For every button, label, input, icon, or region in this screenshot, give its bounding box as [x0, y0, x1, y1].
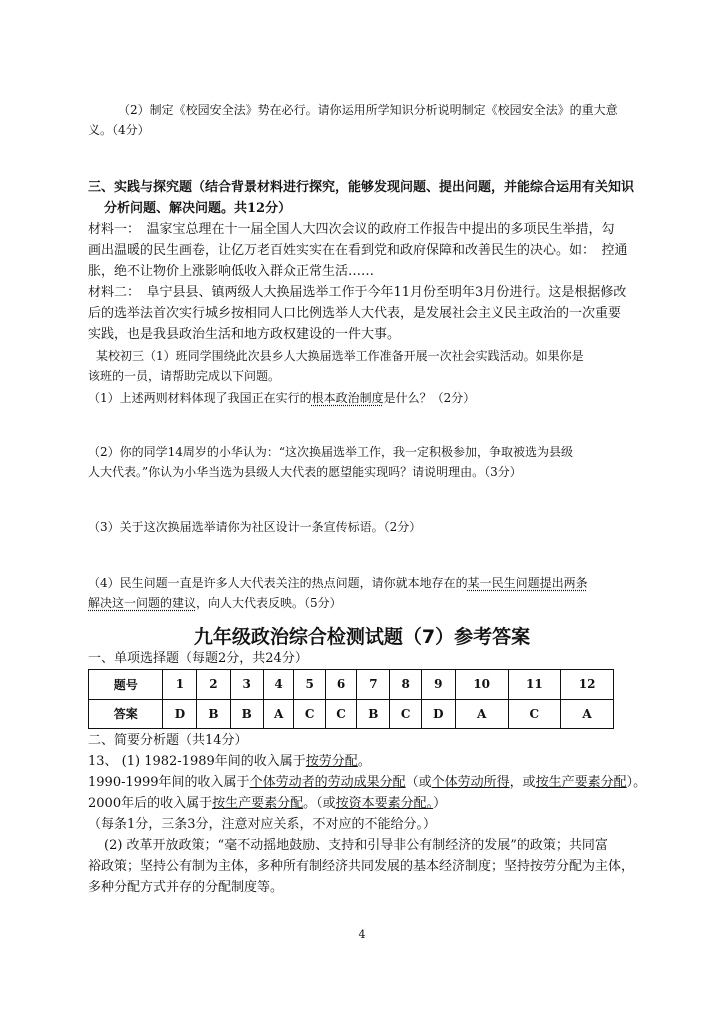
- q1-text-dotted: 根本政治制度: [311, 391, 384, 405]
- page-number: 4: [358, 928, 366, 941]
- q1-text-pre: （1）上述两则材料体现了我国正在实行的: [88, 391, 312, 405]
- material2-line1: 材料二： 阜宁县县、镇两级人大换届选举工作于今年11月份至明年3月份进行。这是根据修改: [88, 285, 627, 300]
- answer13-line1: [88, 751, 371, 772]
- table-cell: 10: [455, 670, 508, 700]
- table-cell: 11: [508, 670, 561, 700]
- a13-l2-mid2: ，或: [509, 775, 536, 790]
- table-cell: 9: [421, 670, 455, 700]
- table-cell: 8: [390, 670, 421, 700]
- table-cell: 2: [197, 670, 230, 700]
- material1-line1: 材料一： 温家宝总理在十一届全国人大四次会议的政府工作报告中提出的多项民生举措，勾: [88, 222, 615, 237]
- table-cell: D: [421, 699, 455, 729]
- q1-text-post: 是什么？（2分）: [383, 391, 476, 405]
- activity-intro-line2: 该班的一员，请帮助完成以下问题。: [88, 369, 281, 383]
- section3-heading-line1: 三、实践与探究题（结合背景材料进行探究，能够发现问题、提出问题，并能综合运用有关知识: [88, 180, 635, 195]
- table-cell: C: [325, 699, 356, 729]
- material1-line2: 画出温暖的民生画卷，让亿万老百姓实实在在看到党和政府保障和改善民生的决心。如： 控通: [88, 243, 628, 258]
- a13-l2-post: ）。: [626, 775, 647, 790]
- table-cell-label: 答案: [89, 699, 163, 729]
- activity-intro-line1: 某校初三（1）班同学围绕此次县乡人大换届选举工作准备开展一次社会实践活动。如果你是: [96, 349, 584, 363]
- a13-l1-underlined: 按劳分配: [305, 754, 358, 769]
- table-cell: A: [561, 699, 614, 729]
- table-cell: B: [197, 699, 230, 729]
- table-cell: C: [390, 699, 421, 729]
- section3-heading-line2: 分析问题、解决问题。共12分）: [104, 201, 292, 216]
- answer13-part2-line1: (2) 改革开放政策；“毫不动摇地鼓励、支持和引导非公有制经济的发展”的政策；共同富: [104, 838, 608, 853]
- table-cell: A: [455, 699, 508, 729]
- table-cell: 12: [561, 670, 614, 700]
- section3-question2-line1: （2）你的同学14周岁的小华认为：“这次换届选举工作，我一定积极参加，争取被选为县级: [88, 445, 574, 459]
- a13-l1-pre: 13、 (1) 1982-1989年间的收入属于: [88, 754, 306, 769]
- table-cell: A: [263, 699, 294, 729]
- table-cell: B: [357, 699, 390, 729]
- question-2-line1: （2）制定《校园安全法》势在必行。请你运用所学知识分析说明制定《校园安全法》的重大意: [118, 103, 618, 117]
- material2-line3: 实践，也是我县政治生活和地方政权建设的一件大事。: [88, 327, 401, 342]
- table-cell-label: 题号: [89, 670, 163, 700]
- a13-l2-mid1: （或: [405, 775, 432, 790]
- table-cell: 3: [230, 670, 263, 700]
- table-cell: 4: [263, 670, 294, 700]
- answer13-scoring-note: （每条1分，三条3分，注意对应关系，不对应的不能给分。）: [88, 817, 437, 832]
- answer13-part2-line3: 多种分配方式并存的分配制度等。: [88, 880, 284, 895]
- answer-section1-heading: 一、单项选择题（每题2分，共24分）: [88, 651, 308, 666]
- a13-l1-post: 。: [357, 754, 371, 769]
- answer-title: 九年级政治综合检测试题（7）参考答案: [193, 626, 531, 648]
- section3-question4-line1: [88, 573, 588, 594]
- a13-l3-pre: 2000年后的收入属于: [88, 796, 213, 811]
- q4-text-post: ，向人大代表反映。（5分）: [196, 596, 342, 610]
- a13-l3-underlined2: 按资本要素分配。: [335, 796, 434, 811]
- table-cell: C: [294, 699, 325, 729]
- section3-question2-line2: 人大代表。”你认为小华当选为县级人大代表的愿望能实现吗？请说明理由。（3分）: [88, 465, 522, 479]
- answer13-part2-line2: 裕政策；坚持公有制为主体，多种所有制经济共同发展的基本经济制度；坚持按劳分配为主体，: [88, 859, 635, 874]
- answer13-line3: [88, 793, 446, 814]
- q4-text-dotted2: 解决这一问题的建议: [88, 596, 197, 610]
- table-row-answers: [89, 699, 614, 729]
- table-cell: 6: [325, 670, 356, 700]
- answer-table: [88, 669, 614, 729]
- answer-section2-heading: 二、简要分析题（共14分）: [88, 733, 248, 748]
- table-cell: C: [508, 699, 561, 729]
- a13-l3-post: ）: [433, 796, 447, 811]
- table-cell: B: [230, 699, 263, 729]
- table-cell: 5: [294, 670, 325, 700]
- q4-text-dotted1: 某一民生问题提出两条: [467, 576, 588, 590]
- answer13-line2: [88, 772, 646, 793]
- section3-question3: （3）关于这次换届选举请你为社区设计一条宣传标语。（2分）: [88, 520, 422, 534]
- table-row-numbers: [89, 670, 614, 700]
- question-2-line2: 义。（4分）: [88, 123, 150, 137]
- material2-line2: 后的选举法首次实行城乡按相同人口比例选举人大代表，是发展社会主义民主政治的一次重要: [88, 306, 622, 321]
- a13-l2-underlined2: 个体劳动所得: [431, 775, 510, 790]
- section3-question1: [88, 388, 475, 409]
- a13-l3-underlined1: 按生产要素分配: [212, 796, 304, 811]
- material1-line3: 胀，绝不让物价上涨影响低收入群众正常生活……: [88, 264, 375, 279]
- q4-text-pre: （4）民生问题一直是许多人大代表关注的热点问题，请你就本地存在的: [88, 576, 468, 590]
- table-cell: 7: [357, 670, 390, 700]
- a13-l3-mid: 。（或: [303, 796, 336, 811]
- a13-l2-pre: 1990-1999年间的收入属于: [88, 775, 250, 790]
- a13-l2-underlined3: 按生产要素分配: [535, 775, 627, 790]
- section3-question4-line2: [88, 593, 342, 614]
- table-cell: 1: [163, 670, 197, 700]
- table-cell: D: [163, 699, 197, 729]
- a13-l2-underlined1: 个体劳动者的劳动成果分配: [249, 775, 406, 790]
